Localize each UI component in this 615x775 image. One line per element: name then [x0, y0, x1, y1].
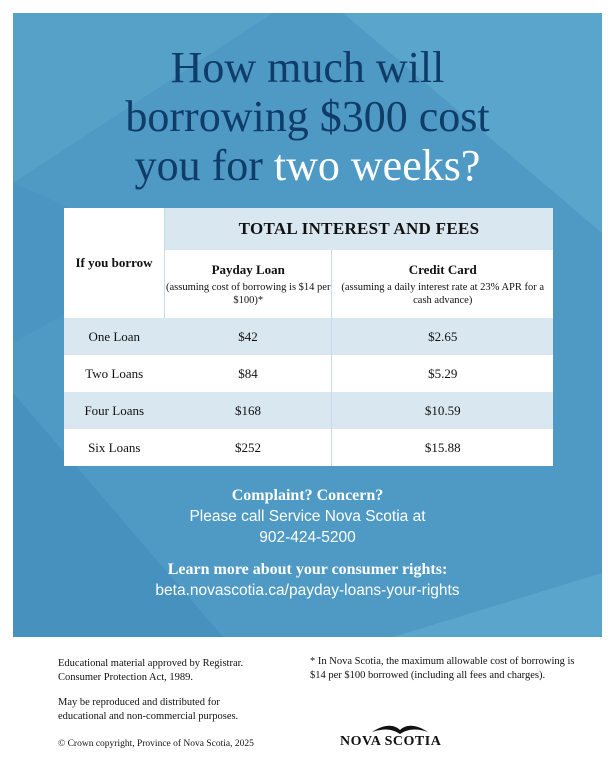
row-label: One Loan	[64, 318, 165, 355]
approval-line-1: Educational material approved by Registrar.	[58, 658, 244, 669]
learn-heading: Learn more about your consumer rights:	[167, 561, 448, 578]
reproduce-line-2: educational and non-commercial purposes.	[58, 711, 239, 722]
credit-value: $2.65	[332, 318, 553, 355]
footnote	[310, 655, 575, 683]
nova-scotia-logo	[340, 722, 450, 752]
logo-wordmark: NOVA SCOTIA	[340, 734, 442, 749]
table-row	[64, 392, 553, 429]
credit-value: $5.29	[332, 355, 553, 392]
row-label: Six Loans	[88, 439, 141, 455]
credit-header	[332, 250, 553, 318]
title-line-3	[13, 141, 602, 190]
complaint-heading: Complaint? Concern?	[231, 487, 384, 504]
table-row	[64, 429, 553, 466]
payday-value: $252	[234, 439, 261, 455]
payday-value: $42	[165, 318, 332, 355]
reproduce-text	[58, 696, 238, 724]
row-header: If you borrow	[64, 208, 165, 318]
payday-note: (assuming cost of borrowing is $14 per $100)*	[165, 281, 331, 306]
reproduce-line-1: May be reproduced and distributed for	[58, 697, 220, 708]
payday-heading: Payday Loan	[211, 261, 285, 277]
credit-heading: Credit Card	[408, 261, 477, 277]
table-row	[64, 318, 553, 355]
footnote-line-1: * In Nova Scotia, the maximum allowable cost of borrowing is	[310, 656, 575, 667]
cost-table	[64, 208, 553, 466]
title-line-2: borrowing $300 cost	[125, 92, 490, 141]
payday-value: $168	[165, 392, 332, 429]
phone-number[interactable]: 902-424-5200	[259, 529, 356, 546]
approval-line-2: Consumer Protection Act, 1989.	[58, 672, 194, 683]
table-row	[64, 355, 553, 392]
approval-text	[58, 657, 243, 685]
title-line-3-light: two weeks?	[273, 141, 481, 190]
credit-value: $15.88	[332, 429, 553, 466]
payday-value: $84	[238, 365, 258, 381]
payday-header	[165, 250, 332, 318]
call-line: Please call Service Nova Scotia at	[189, 508, 426, 525]
credit-note: (assuming a daily interest rate at 23% APR for a cash advance)	[341, 281, 545, 306]
group-header: TOTAL INTEREST AND FEES	[165, 208, 554, 250]
row-label: Four Loans	[64, 392, 165, 429]
rights-link[interactable]: beta.novascotia.ca/payday-loans-your-rights	[155, 582, 460, 599]
page-title	[13, 43, 602, 190]
copyright-text: © Crown copyright, Province of Nova Scotia, 2025	[58, 739, 254, 749]
credit-value: $10.59	[332, 392, 553, 429]
row-label: Two Loans	[85, 365, 144, 381]
info-panel	[13, 13, 602, 637]
title-line-3-dark: you for	[134, 141, 274, 190]
title-line-1: How much will	[170, 43, 445, 92]
footnote-line-2: $14 per $100 borrowed (including all fees and charges).	[310, 670, 546, 681]
